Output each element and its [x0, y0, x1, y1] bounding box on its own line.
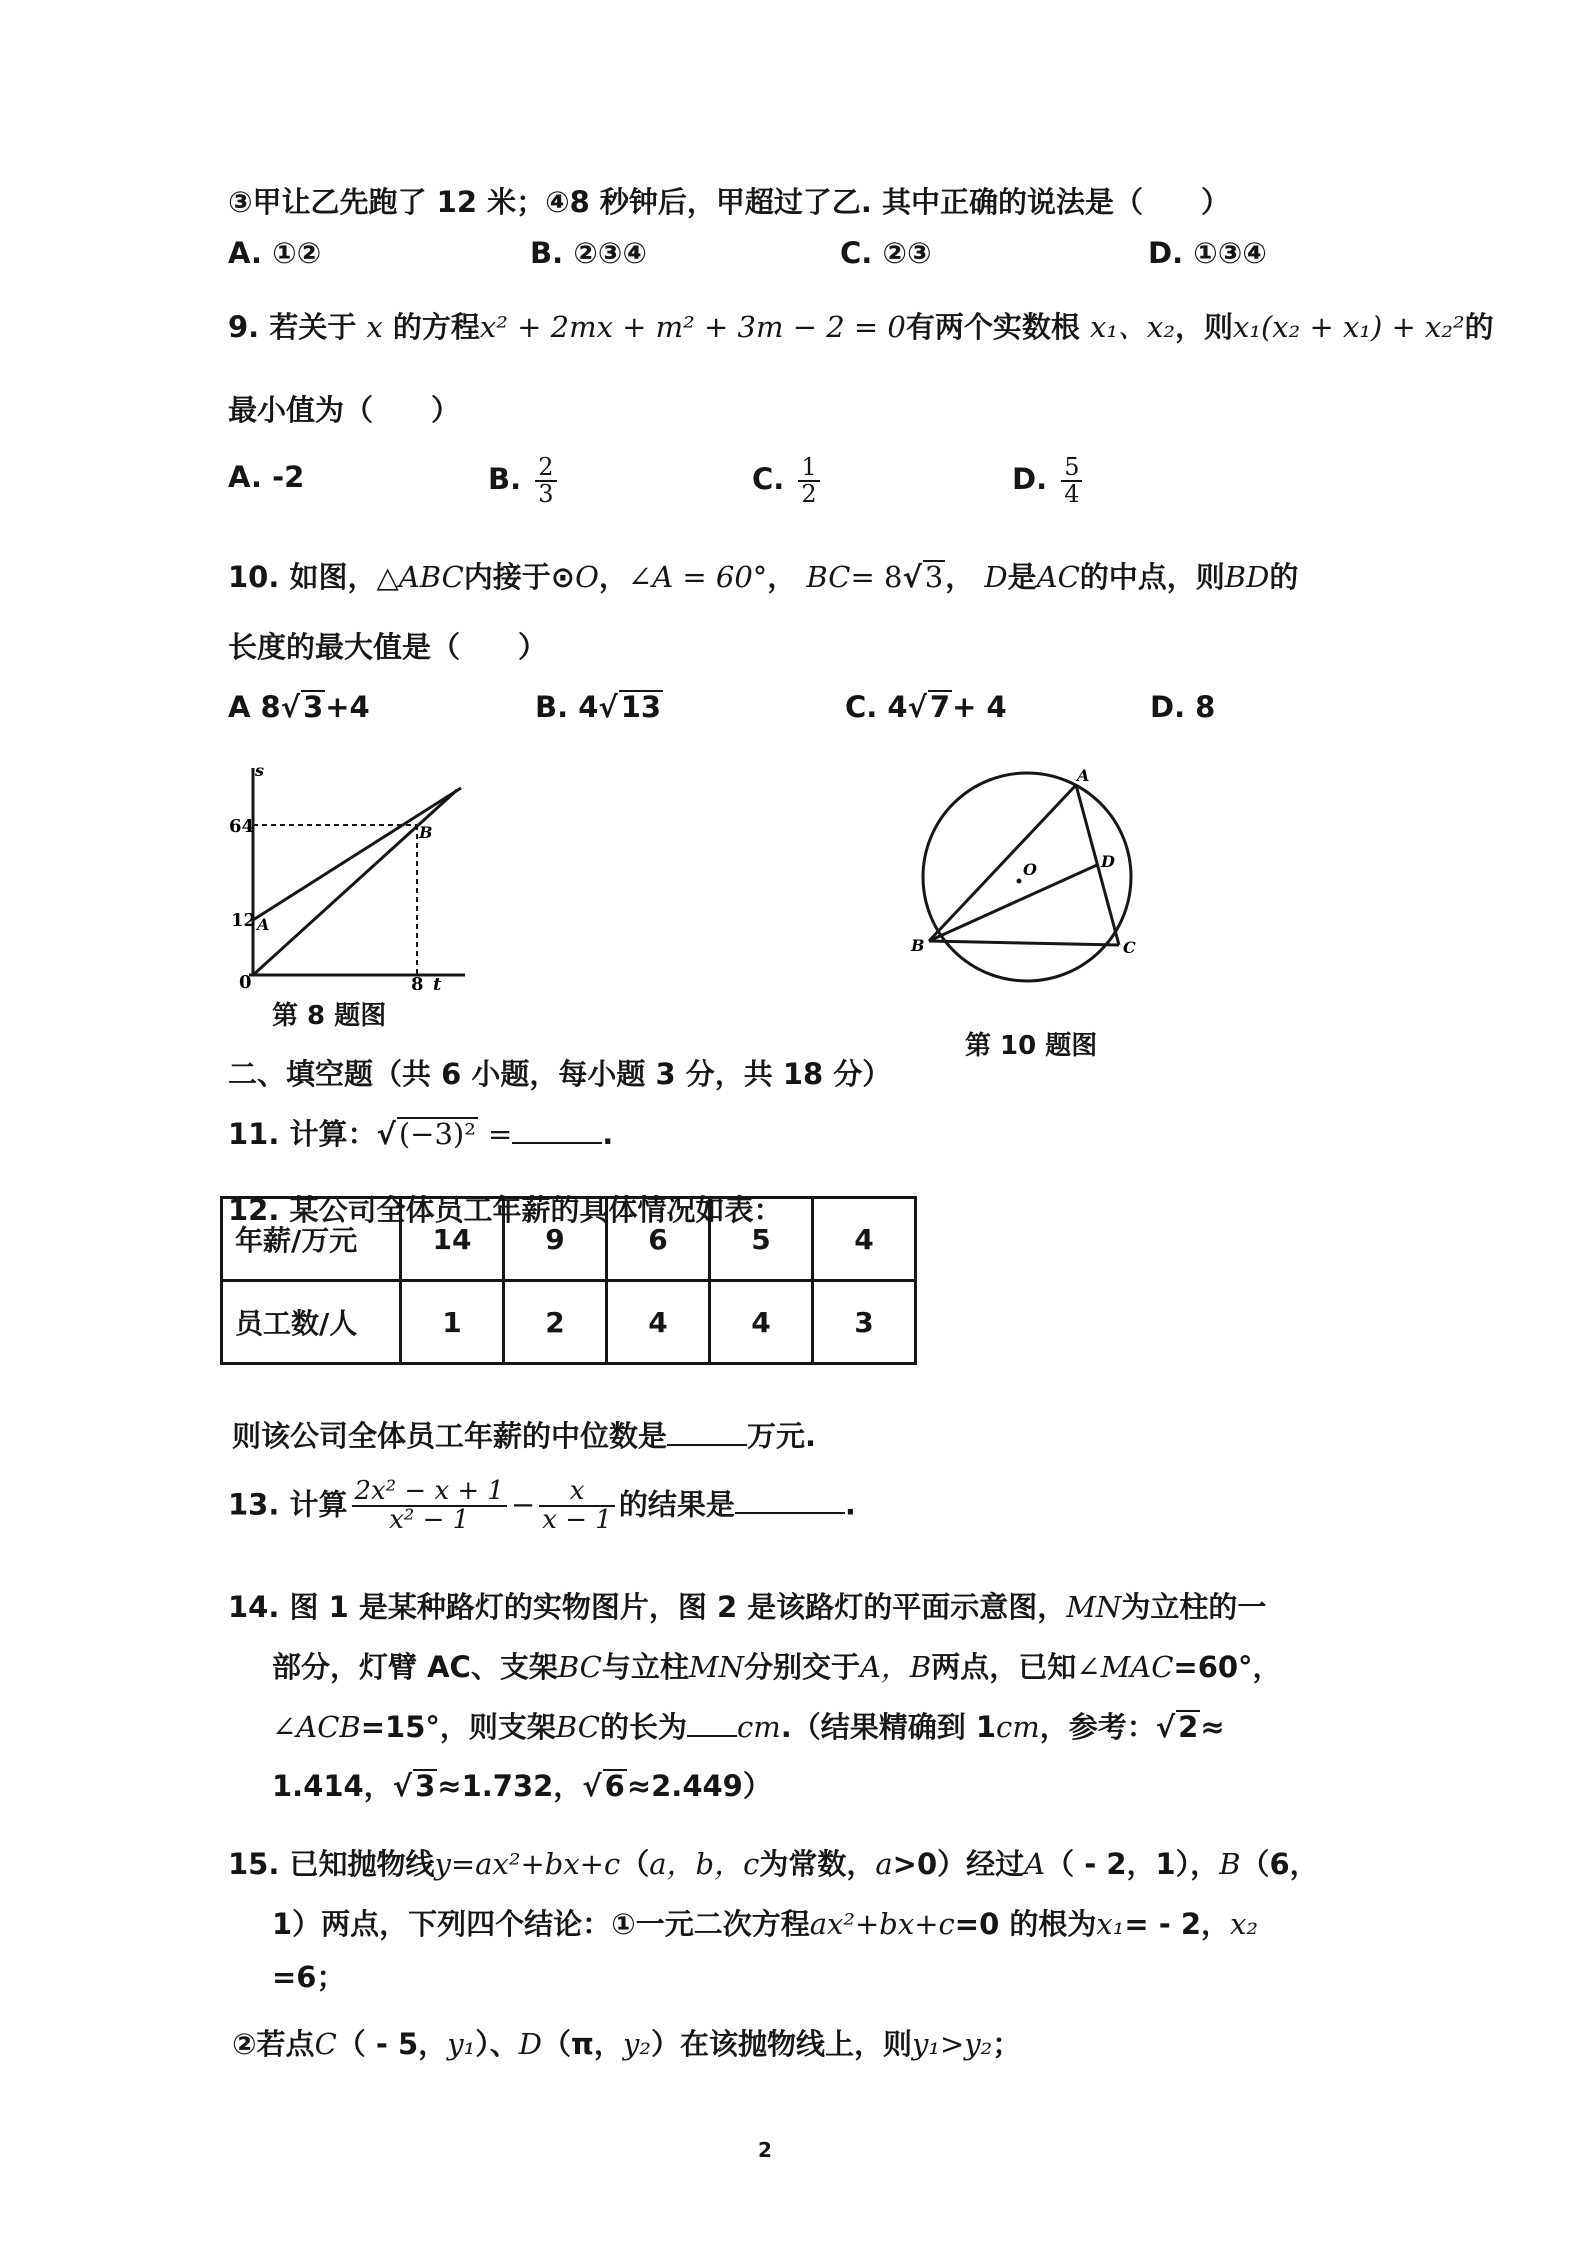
fig8-x-label: t — [433, 974, 442, 990]
fig8-origin: 0 — [239, 972, 252, 990]
q12-number: 12. — [228, 1193, 280, 1227]
table-header-salary: 年薪/万元 — [222, 1198, 401, 1281]
q12-answer-blank[interactable] — [667, 1415, 747, 1446]
q9-option-b: B. $\frac{2}{3}$ — [488, 455, 561, 507]
q9-roots: x₁、x₂ — [1089, 310, 1175, 344]
table-cell: 4 — [813, 1198, 916, 1281]
q9-text-a: 若关于 — [269, 310, 357, 344]
page-number: 2 — [758, 2138, 772, 2162]
table-cell: 4 — [710, 1281, 813, 1364]
q10-line2: 长度的最大值是（ ） — [228, 630, 548, 664]
fig8-tick-8: 8 — [411, 974, 424, 990]
q12-after: 则该公司全体员工年薪的中位数是 万元. — [232, 1414, 816, 1455]
fig10-circle-figure — [905, 765, 1165, 995]
q10-line1: 10. 如图，△ABC内接于⊙O，∠A = 60°， BC= 8√ 3， D是AC的中点，则BD的 — [228, 560, 1299, 594]
q8-option-a: A. ①② — [228, 236, 322, 270]
q9-number: 9. — [228, 310, 260, 344]
fig10-side-bc — [929, 941, 1119, 945]
fig10-point-d: D — [1101, 852, 1115, 871]
fig10-point-o: O — [1023, 860, 1037, 879]
q11-answer-blank[interactable] — [512, 1113, 602, 1144]
q14-line1: 14. 图 1 是某种路灯的实物图片，图 2 是该路灯的平面示意图，MN为立柱的一 — [228, 1590, 1267, 1624]
table-cell: 4 — [607, 1281, 710, 1364]
q14-answer-blank[interactable] — [687, 1706, 737, 1737]
q9-text-b: 的方程 — [392, 310, 480, 344]
fig10-center-point — [1017, 879, 1022, 884]
fig8-caption: 第 8 题图 — [272, 1001, 387, 1031]
fig8-point-a: A — [257, 915, 270, 934]
q10-option-a: A 8√ 3+4 — [228, 690, 370, 724]
q9-option-c: C. $\frac{1}{2}$ — [752, 455, 824, 507]
fig8-y-label: s — [255, 761, 265, 780]
table-cell: 3 — [813, 1281, 916, 1364]
table-cell: 5 — [710, 1198, 813, 1281]
fig10-point-c: C — [1123, 938, 1136, 957]
table-cell: 2 — [504, 1281, 607, 1364]
q10-option-d: D. 8 — [1150, 690, 1216, 724]
q14-line4: 1.414，√ 3≈1.732，√ 6≈2.449） — [272, 1769, 772, 1803]
table-cell: 6 — [607, 1198, 710, 1281]
section2-title: 二、填空题（共 6 小题，每小题 3 分，共 18 分） — [228, 1057, 892, 1091]
q9-option-a: A. -2 — [228, 460, 305, 494]
q15-line3: =6； — [272, 1960, 346, 1994]
q11-number: 11. — [228, 1117, 280, 1151]
table-cell: 1 — [401, 1281, 504, 1364]
table-row — [222, 1281, 916, 1364]
q8-option-b: B. ②③④ — [530, 236, 647, 270]
fig8-graph — [225, 760, 475, 990]
fig8-tick-12: 12 — [231, 910, 257, 931]
q13-answer-blank[interactable] — [735, 1483, 845, 1514]
fig10-caption: 第 10 题图 — [965, 1031, 1098, 1061]
q10-option-c: C. 4√ 7+ 4 — [845, 690, 1007, 724]
q15-number: 15. — [228, 1847, 280, 1881]
q15-line4: ②若点C（ - 5，y₁）、D（π，y₂）在该抛物线上，则y₁>y₂； — [232, 2027, 1022, 2061]
table-row — [222, 1198, 916, 1281]
q9-line2: 最小值为（ ） — [228, 393, 461, 427]
q9-var-x: x — [366, 310, 383, 344]
fig10-point-b: B — [911, 936, 925, 955]
q8-option-d: D. ①③④ — [1148, 236, 1267, 270]
q14-number: 14. — [228, 1590, 280, 1624]
q15-line2: 1）两点，下列四个结论：①一元二次方程ax²+bx+c=0 的根为x₁= - 2，x₂ — [272, 1907, 1259, 1941]
q8-line: ③甲让乙先跑了 12 米；④8 秒钟后，甲超过了乙. 其中正确的说法是（ ） — [228, 185, 1231, 219]
q15-line1: 15. 已知抛物线y=ax²+bx+c（a，b，c为常数，a>0）经过A（ - 2，1），B（6， — [228, 1847, 1319, 1881]
fig10-side-ab — [929, 785, 1076, 941]
q11-line: 11. 计算：√ (−3)² = . — [228, 1112, 613, 1153]
fig10-segment-bd — [929, 865, 1097, 941]
q9-option-d: D. $\frac{5}{4}$ — [1012, 455, 1086, 507]
table-cell: 9 — [504, 1198, 607, 1281]
q9-text-c: 有两个实数根 — [905, 310, 1080, 344]
fig8-point-b: B — [419, 823, 433, 842]
salary-table — [220, 1196, 917, 1365]
q9-line1 — [228, 305, 1494, 346]
q10-option-b: B. 4√ 13 — [535, 690, 662, 724]
q9-text-e: 的 — [1464, 310, 1494, 344]
table-header-count: 员工数/人 — [222, 1281, 401, 1364]
q13-number: 13. — [228, 1487, 280, 1522]
q10-number: 10. — [228, 560, 280, 594]
q8-option-c: C. ②③ — [840, 236, 932, 270]
fig10-point-a: A — [1077, 766, 1090, 785]
q14-line3: ∠ACB=15°，则支架BC的长为 cm.（结果精确到 1cm，参考：√ 2≈ — [272, 1705, 1225, 1746]
fig8-tick-64: 64 — [229, 816, 255, 837]
q9-expression: x₁(x₂ + x₁) + x₂² — [1232, 310, 1465, 344]
q14-line2: 部分，灯臂 AC、支架BC与立柱MN分别交于A，B两点，已知∠MAC=60°， — [272, 1650, 1282, 1684]
q12-line: 12. 某公司全体员工年薪的具体情况如表： — [228, 1193, 783, 1227]
table-cell: 14 — [401, 1198, 504, 1281]
q13-line: 13. 计算 $\frac{\text{2x² − x + 1}}{\text{x² − 1}}$ − $\frac{x}{x - 1}$ 的结果是 . — [228, 1476, 856, 1536]
fig8-line-yi — [253, 788, 461, 920]
q9-text-d: ，则 — [1174, 310, 1233, 344]
q9-equation: x² + 2mx + m² + 3m − 2 = 0 — [479, 310, 906, 344]
fig8-line-jia — [253, 790, 457, 975]
